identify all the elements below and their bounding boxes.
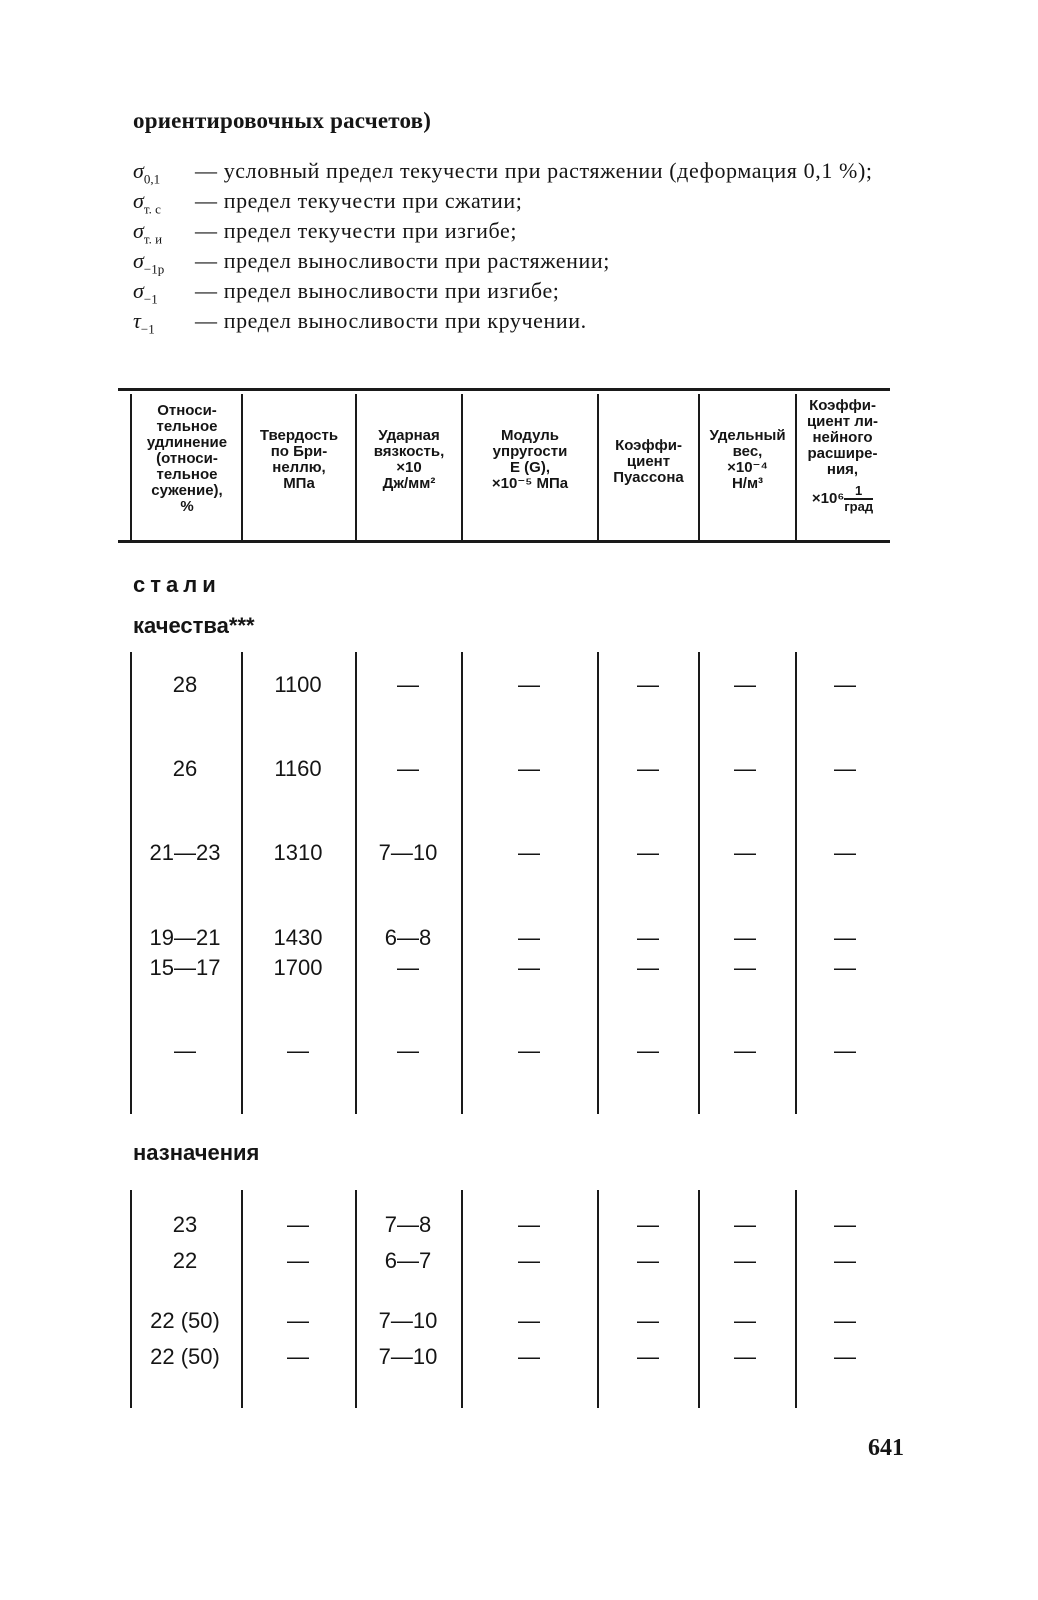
column-header-line: ×10⁻⁵ МПа: [491, 475, 569, 492]
column-divider: [461, 652, 463, 1114]
table-cell: —: [287, 1212, 309, 1237]
table-cell: —: [834, 840, 856, 865]
column-header-line: Коэффи-: [809, 397, 876, 414]
legend-symbol: [133, 308, 193, 337]
table-cell: —: [834, 955, 856, 980]
legend-symbol-subscript: т. и: [143, 231, 163, 247]
table-cell: 1700: [273, 955, 323, 980]
column-header-line: тельное: [156, 418, 218, 435]
column-header: [599, 438, 698, 486]
table-cell: —: [734, 1344, 756, 1369]
column-divider: [355, 1190, 357, 1408]
legend-description: — предел текучести при изгибе;: [195, 218, 518, 243]
table-cell: —: [287, 1038, 309, 1063]
table-cell: —: [834, 1248, 856, 1273]
legend-symbol-letter: σ: [133, 248, 144, 273]
table-cell: —: [834, 1212, 856, 1237]
table-cell: 6—8: [384, 925, 432, 950]
legend-symbol: [133, 248, 193, 277]
table-cell: 7—10: [378, 1308, 438, 1333]
column-header-line: нейного: [812, 429, 873, 446]
table-cell: —: [637, 1308, 659, 1333]
header-bottom-rule: [118, 540, 890, 543]
column-divider: [130, 652, 132, 1114]
table-cell: —: [637, 955, 659, 980]
table-cell: —: [734, 1308, 756, 1333]
table-cell: —: [518, 756, 540, 781]
column-header-line: Удельный: [709, 427, 786, 444]
table-cell: —: [637, 1344, 659, 1369]
table-cell: —: [834, 672, 856, 697]
table-cell: 6—7: [384, 1248, 432, 1273]
column-header-line: расшире-: [807, 445, 878, 462]
legend-symbol-subscript: т. с: [143, 201, 161, 217]
column-header: [133, 403, 241, 515]
unit-fraction: [844, 484, 873, 514]
table-cell: —: [734, 756, 756, 781]
table-cell: —: [637, 840, 659, 865]
column-header-line: вес,: [732, 443, 763, 460]
table-cell: —: [834, 925, 856, 950]
table-cell: 1100: [274, 672, 322, 697]
column-header: [357, 428, 461, 492]
table-cell: —: [734, 1212, 756, 1237]
legend-symbol: [133, 278, 193, 307]
column-divider: [355, 652, 357, 1114]
column-header-line: Относи-: [157, 402, 217, 419]
column-header-line: Коэффи-: [615, 437, 682, 454]
table-cell: —: [287, 1308, 309, 1333]
section-subtitle-quality: качества***: [133, 613, 255, 638]
table-cell: —: [734, 672, 756, 697]
table-cell: —: [637, 925, 659, 950]
column-header-line: по Бри-: [270, 443, 328, 460]
column-header-line: ния,: [826, 461, 859, 478]
table-cell: —: [834, 756, 856, 781]
legend-symbol-subscript: −1: [143, 291, 158, 307]
column-header-unit: [797, 484, 888, 514]
table-cell: 15—17: [149, 955, 221, 980]
table-cell: —: [637, 1212, 659, 1237]
column-divider: [130, 1190, 132, 1408]
table-cell: —: [518, 1038, 540, 1063]
table-cell: 28: [172, 672, 198, 697]
table-cell: —: [518, 955, 540, 980]
table-cell: —: [287, 1344, 309, 1369]
table-cell: 1310: [273, 840, 323, 865]
table-cell: —: [518, 840, 540, 865]
column-header-line: (относи-: [156, 450, 218, 467]
legend-description: — предел выносливости при кручении.: [195, 308, 587, 333]
table-cell: 7—10: [378, 840, 438, 865]
table-cell: 22 (50): [150, 1308, 220, 1333]
legend-symbol-subscript: −1p: [143, 261, 165, 277]
column-header-line: МПа: [283, 475, 315, 492]
table-cell: —: [834, 1344, 856, 1369]
table-cell: —: [397, 955, 419, 980]
table-cell: 26: [172, 756, 198, 781]
table-cell: —: [518, 1308, 540, 1333]
legend-symbol-subscript: 0,1: [143, 171, 161, 187]
legend-symbol-letter: σ: [133, 278, 144, 303]
legend-description: — предел выносливости при растяжении;: [195, 248, 610, 273]
fraction-denominator: град: [844, 499, 874, 514]
legend-symbol: [133, 158, 193, 187]
legend-symbol-letter: σ: [133, 218, 144, 243]
table-cell: —: [734, 955, 756, 980]
column-header-line: %: [180, 498, 194, 515]
table-cell: —: [518, 1248, 540, 1273]
table-cell: 7—10: [378, 1344, 438, 1369]
table-cell: —: [734, 840, 756, 865]
legend-symbol: [133, 218, 193, 247]
table-cell: —: [834, 1038, 856, 1063]
column-header-line: ×10⁻⁴: [727, 459, 768, 476]
section-title-steel: стали: [133, 572, 221, 597]
table-cell: —: [397, 672, 419, 697]
table-cell: 7—8: [384, 1212, 432, 1237]
table-cell: —: [518, 672, 540, 697]
column-header-line: удлинение: [146, 434, 228, 451]
column-header-line: Пуассона: [613, 469, 684, 486]
legend-symbol: [133, 188, 193, 217]
column-header-line: циент: [626, 453, 671, 470]
legend-description: — предел текучести при сжатии;: [195, 188, 523, 213]
column-header: [243, 428, 355, 492]
table-cell: —: [734, 1038, 756, 1063]
table-cell: —: [174, 1038, 196, 1063]
legend-symbol-letter: σ: [133, 158, 144, 183]
section-heading: ориентировочных расчетов): [133, 108, 432, 133]
table-cell: 22: [172, 1248, 198, 1273]
table-cell: 21—23: [149, 840, 221, 865]
fraction-numerator: 1: [844, 484, 873, 500]
column-header-line: Модуль: [500, 427, 560, 444]
legend-description: — условный предел текучести при растяжении (деформация 0,1 %);: [195, 158, 873, 183]
column-header: [700, 428, 795, 492]
table-cell: 23: [172, 1212, 198, 1237]
table-cell: —: [637, 1248, 659, 1273]
column-header-line: сужение),: [151, 482, 223, 499]
column-header-line: вязкость,: [373, 443, 445, 460]
table-cell: 1430: [273, 925, 323, 950]
table-cell: —: [834, 1308, 856, 1333]
column-header-line: Твердость: [259, 427, 339, 444]
column-header-line: упругости: [492, 443, 568, 460]
column-header-line: ×10: [396, 459, 422, 476]
header-column-divider: [130, 394, 132, 540]
column-header-line: Дж/мм²: [382, 475, 436, 492]
table-cell: —: [518, 1212, 540, 1237]
section-title-purpose: назначения: [133, 1140, 260, 1165]
column-header-line: тельное: [156, 466, 218, 483]
column-header-line: циент ли-: [806, 413, 879, 430]
column-divider: [241, 652, 243, 1114]
column-header-line: E (G),: [510, 459, 550, 476]
table-cell: —: [518, 925, 540, 950]
table-cell: 19—21: [149, 925, 221, 950]
legend-symbol-letter: σ: [133, 188, 144, 213]
table-cell: —: [637, 1038, 659, 1063]
unit-multiplier: ×10⁶: [811, 489, 845, 507]
column-header-line: Н/м³: [731, 475, 764, 492]
table-cell: 22 (50): [150, 1344, 220, 1369]
legend-symbol-subscript: −1: [140, 321, 155, 337]
table-cell: —: [637, 756, 659, 781]
column-header: [797, 398, 888, 514]
table-cell: —: [518, 1344, 540, 1369]
table-cell: 1160: [274, 756, 322, 781]
table-cell: —: [287, 1248, 309, 1273]
column-divider: [461, 1190, 463, 1408]
table-cell: —: [734, 925, 756, 950]
legend-description: — предел выносливости при изгибе;: [195, 278, 560, 303]
legend-symbol-letter: τ: [133, 308, 141, 333]
column-header-line: неллю,: [272, 459, 326, 476]
column-header: [463, 428, 597, 492]
table-cell: —: [734, 1248, 756, 1273]
table-cell: —: [397, 1038, 419, 1063]
table-cell: —: [637, 672, 659, 697]
column-header-line: Ударная: [378, 427, 440, 444]
table-cell: —: [397, 756, 419, 781]
header-top-rule: [118, 388, 890, 391]
page-number: 641: [868, 1435, 904, 1461]
column-divider: [241, 1190, 243, 1408]
